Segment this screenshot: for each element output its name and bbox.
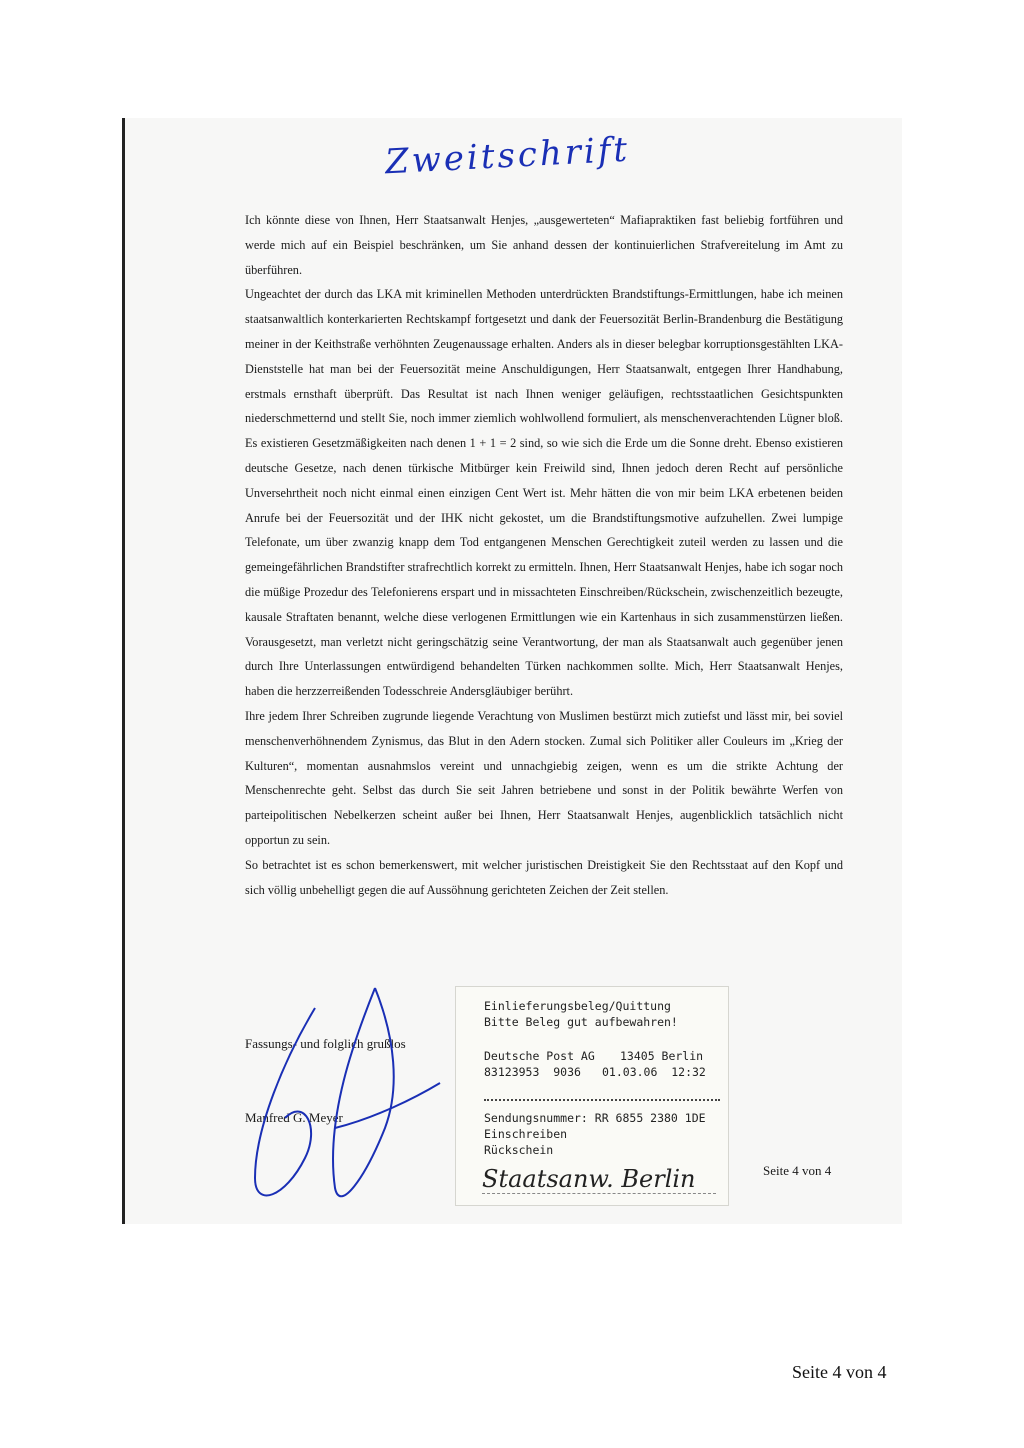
signer-name: Manfred G. Meyer [245,1110,343,1125]
postal-receipt [455,986,729,1206]
scanned-letter [122,118,902,1224]
receipt-option: Rückschein [484,1143,554,1157]
receipt-city: 13405 Berlin [620,1049,704,1063]
handwritten-signature [225,978,445,1218]
receipt-handwritten-recipient: Staatsanw. Berlin [482,1165,696,1193]
receipt-edge [482,1193,716,1194]
handwritten-heading: Zweitschrift [384,129,632,183]
paragraph-1: Ich könnte diese von Ihnen, Herr Staatsanwalt Henjes, „ausgewerteten“ Mafiapraktiken fast beliebig fortführen und werde mich auf ein Beispiel beschränken, um Sie anhand dessen der kontinuierlichen Strafvereitelung im Amt zu überführen. [245,213,843,277]
closing-line: Fassungs- und folglich grußlos [245,1036,406,1051]
receipt-type: Einschreiben [484,1127,568,1141]
receipt-divider [484,1099,720,1101]
footer-page-number: Seite 4 von 4 [792,1362,887,1382]
receipt-note: Bitte Beleg gut aufbewahren! [484,1015,678,1029]
receipt-title: Einlieferungsbeleg/Quittung [484,999,671,1013]
receipt-id: 83123953 9036 [484,1065,581,1079]
receipt-company: Deutsche Post AG [484,1049,595,1063]
paragraph-2: Ungeachtet der durch das LKA mit kriminellen Methoden unterdrückten Brandstiftungs-Ermittlungen, habe ich meinen staatsanwaltlich konterkarierten Rechtskampf fortgesetzt und dank der Feuersozität Berlin-Brandenburg die Bestätigung meiner in der Keithstraße verhöhnten Zeugenaussage erhalten. Anders als in dieser belegbar korruptionsgestählten LKA-Dienststelle hat man bei der Feuersozität meine Anschuldigungen, Herr Staatsanwalt, entgegen Ihrer Handhabung, erstmals ernsthaft überprüft. Das Resultat ist nach Ihnen weniger geläufigen, rechtsstaatlichen Gesichtspunkten niederschmetternd und stellt Sie, noch immer ziemlich wohlwollend formuliert, als menschenverachtenden Lügner bloß. Es existieren Gesetzmäßigkeiten nach denen 1 + 1 = 2 sind, so wie sich die Erde um die Sonne dreht. Ebenso existieren deutsche Gesetze, nach denen türkische Mitbürger kein Freiwild sind, Ihnen jedoch deren Recht auf persönliche Unversehrtheit noch nicht einmal einen einzigen Cent Wert ist. Mehr hätten die von mir beim LKA erbetenen beiden Anrufe bei der Feuersozität und der IHK nicht gekostet, um die Brandstiftungsmotive aufzuhellen. Zwei lumpige Telefonate, um über zwanzig knapp dem Tod entgangenen Menschen Gerechtigkeit zuteil werden zu lassen und die gemeingefährlichen Brandstifter strafrechtlich korrekt zu ermitteln. Ihnen, Herr Staatsanwalt Henjes, habe ich sogar noch die müßige Prozedur des Telefonierens erspart und in missachteten Einschreiben/Rückschein, zwischenzeitlich bezeugte, kausale Straftaten benannt, welche diese verlogenen Ermittlungen wie ein Kartenhaus in sich zusammenstürzen ließen. Vorausgesetzt, man verletzt nicht geringschätzig seine Verantwortung, der man als Staatsanwalt auch gegenüber jenen durch Ihre Unterlassungen entwürdigend behandelten Türken nachkommen sollte. Mich, Herr Staatsanwalt Henjes, haben die herzzerreißenden Todesschreie Andersgläubiger berührt. [245,287,843,699]
letter-body [245,208,843,902]
paragraph-4: So betrachtet ist es schon bemerkenswert, mit welcher juristischen Dreistigkeit Sie den Rechtsstaat auf den Kopf und sich völlig unbehelligt gegen die auf Aussöhnung gerichteten Zeichen der Zeit stellen. [245,857,843,897]
receipt-tracking: Sendungsnummer: RR 6855 2380 1DE [484,1111,706,1125]
receipt-datetime: 01.03.06 12:32 [602,1065,706,1079]
inner-page-number: Seite 4 von 4 [763,1163,832,1178]
paragraph-3: Ihre jedem Ihrer Schreiben zugrunde liegende Verachtung von Muslimen bestürzt mich zutiefst und lässt mir, bei soviel menschenverhöhnendem Zynismus, das Blut in den Adern stocken. Zumal sich Politiker aller Couleurs im „Krieg der Kulturen“, momentan ausnahmslos vereint und unnachgiebig zeigen, wenn es um die strikte Achtung der Menschenrechte geht. Selbst das durch Sie seit Jahren betriebene und sonst in der Politik bewährte Werfen von parteipolitischen Nebelkerzen scheint außer bei Ihnen, Herr Staatsanwalt Henjes, augenblicklich tatsächlich nicht opportun zu sein. [245,708,843,847]
